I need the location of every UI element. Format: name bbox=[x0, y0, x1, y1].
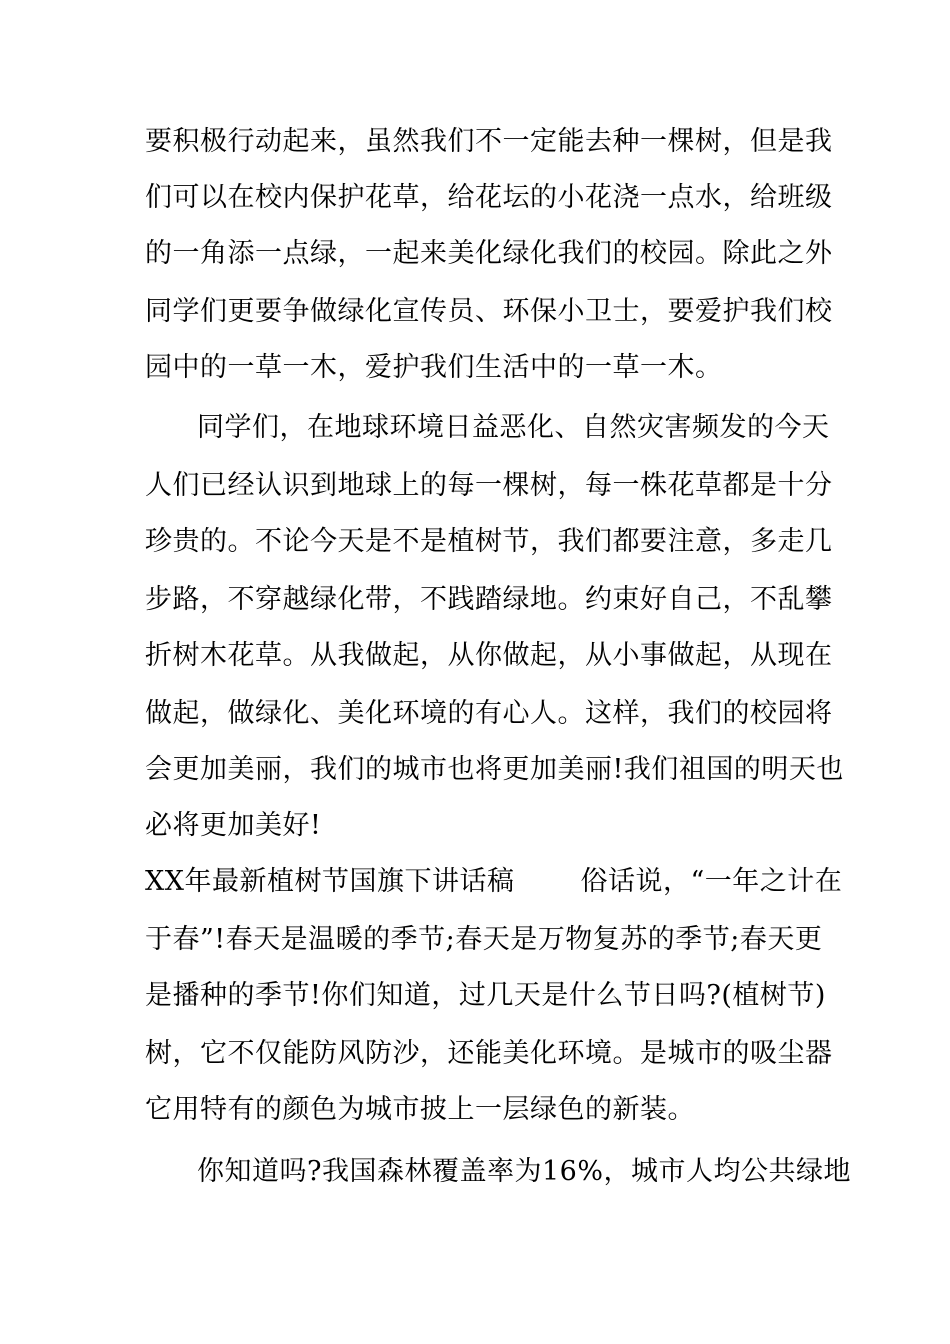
text-line: 步路，不穿越绿化带，不践踏绿地。约束好自己，不乱攀 bbox=[145, 584, 833, 615]
text-line: 会更加美丽，我们的城市也将更加美丽!我们祖国的明天也 bbox=[145, 754, 844, 785]
article-title: XX年最新植树节国旗下讲话稿 bbox=[145, 866, 515, 897]
text-line: 做起，做绿化、美化环境的有心人。这样，我们的校园将 bbox=[145, 698, 833, 729]
text-line: 的一角添一点绿，一起来美化绿化我们的校园。除此之外 bbox=[145, 238, 833, 269]
text-line: 树，它不仅能防风防沙，还能美化环境。是城市的吸尘器 bbox=[145, 1038, 833, 1069]
text-line bbox=[145, 866, 842, 898]
text-segment: 俗话说，“一年之计在 bbox=[580, 866, 843, 897]
text-line: 同学们更要争做绿化宣传员、环保小卫士，要爱护我们校 bbox=[145, 296, 833, 327]
text-line: 于春”!春天是温暖的季节;春天是万物复苏的季节;春天更 bbox=[145, 924, 823, 955]
text-line: 珍贵的。不论今天是不是植树节，我们都要注意，多走几 bbox=[145, 526, 833, 557]
text-line: 人们已经认识到地球上的每一棵树，每一株花草都是十分 bbox=[145, 470, 833, 501]
text-line: 你知道吗?我国森林覆盖率为16%，城市人均公共绿地 bbox=[197, 1156, 851, 1187]
text-line: 它用特有的颜色为城市披上一层绿色的新装。 bbox=[145, 1094, 695, 1125]
text-line: 同学们，在地球环境日益恶化、自然灾害频发的今天 bbox=[197, 412, 830, 443]
text-line: 园中的一草一木，爱护我们生活中的一草一木。 bbox=[145, 352, 723, 383]
text-line: 们可以在校内保护花草，给花坛的小花浇一点水，给班级 bbox=[145, 182, 833, 213]
text-line: 必将更加美好! bbox=[145, 810, 322, 841]
text-line: 是播种的季节!你们知道，过几天是什么节日吗?(植树节) bbox=[145, 980, 826, 1011]
text-line: 折树木花草。从我做起，从你做起，从小事做起，从现在 bbox=[145, 640, 833, 671]
text-line: 要积极行动起来，虽然我们不一定能去种一棵树，但是我 bbox=[145, 126, 833, 157]
